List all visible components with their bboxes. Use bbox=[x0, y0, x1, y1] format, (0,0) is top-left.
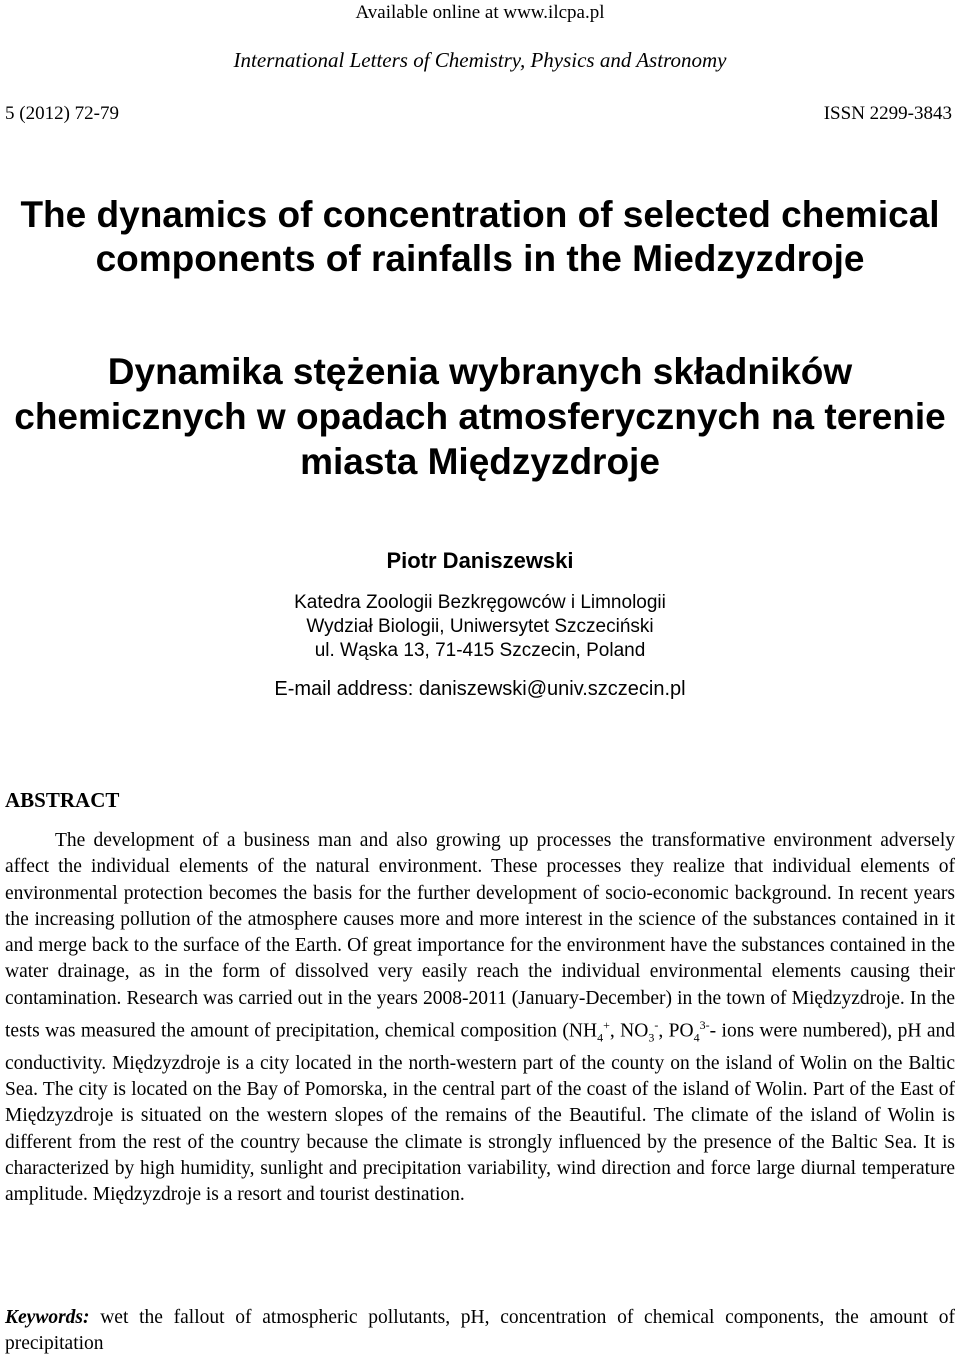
abstract-text: The development of a business man and also growing up processes the transformative environment adversely affect the individual elements of the natural environment. These processes they realize that individual elements of environmental protection becomes the basis for the further development of socio-economic background. In recent years the increasing pollution of the atmosphere causes more and more interest in the science of the substances contained in it and merge back to the surface of the Earth. Of great importance for the environment have the substances contained in the water drainage, as in the form of dissolved very easily reach the individual environmental elements causing their contamination. Research was carried out in the years 2008-2011 (January-December) in the town of Międzyzdroje. In the tests was measured the amount of precipitation, chemical composition (NH bbox=[5, 830, 955, 1042]
subscript: 3 bbox=[648, 1030, 655, 1045]
availability-line: Available online at www.ilcpa.pl bbox=[355, 2, 605, 23]
affiliation-line: ul. Wąska 13, 71-415 Szczecin, Poland bbox=[314, 640, 646, 661]
abstract-body bbox=[5, 828, 955, 1209]
superscript: - bbox=[654, 1018, 659, 1033]
author-name: Piotr Daniszewski bbox=[386, 548, 574, 573]
volume-pages: 5 (2012) 72-79 bbox=[5, 103, 119, 124]
title-en-line: components of rainfalls in the Miedzyzdroje bbox=[95, 238, 865, 279]
superscript: + bbox=[603, 1018, 610, 1033]
subscript: 4 bbox=[597, 1030, 604, 1045]
keywords bbox=[5, 1305, 955, 1357]
title-english bbox=[0, 193, 960, 281]
abstract-heading: ABSTRACT bbox=[5, 788, 120, 812]
journal-name: International Letters of Chemistry, Physics and Astronomy bbox=[233, 48, 727, 72]
issn: ISSN 2299-3843 bbox=[823, 103, 952, 124]
abstract-text: , NO bbox=[609, 1020, 649, 1042]
title-pl-line: chemicznych w opadach atmosferycznych na terenie bbox=[14, 396, 946, 437]
affiliation-line: Wydział Biologii, Uniwersytet Szczeciński bbox=[306, 616, 654, 637]
title-en-line: The dynamics of concentration of selected chemical bbox=[20, 194, 940, 235]
keywords-label: Keywords: bbox=[5, 1307, 90, 1328]
abstract-text: , PO bbox=[658, 1020, 694, 1042]
title-polish bbox=[0, 349, 960, 484]
keywords-text: wet the fallout of atmospheric pollutants, pH, concentration of chemical components, the amount of precipitation bbox=[5, 1307, 955, 1354]
subscript: 4 bbox=[693, 1030, 700, 1045]
superscript: 3- bbox=[699, 1018, 710, 1033]
title-pl-line: miasta Międzyzdroje bbox=[300, 441, 660, 482]
author-email: E-mail address: daniszewski@univ.szczecin.pl bbox=[274, 678, 686, 700]
abstract-text: - ions were numbered), pH and conductivity. Międzyzdroje is a city located in the north-western part of the county on the island of Wolin on the Baltic Sea. The city is located on the Bay of Pomorska, in the central part of the coast of the island of Wolin. Part of the East of Międzyzdroje is situated on the western slopes of the remains of the Beautiful. The climate of the island of Wolin is different from the rest of the country because the climate is strongly influenced by the presence of the Baltic Sea. It is characterized by high humidity, sunlight and precipitation variability, wind direction and force large diurnal temperature amplitude. Międzyzdroje is a resort and tourist destination. bbox=[5, 1020, 955, 1206]
affiliation-line: Katedra Zoologii Bezkręgowców i Limnologii bbox=[294, 592, 666, 613]
affiliation bbox=[0, 591, 960, 663]
title-pl-line: Dynamika stężenia wybranych składników bbox=[107, 351, 853, 392]
